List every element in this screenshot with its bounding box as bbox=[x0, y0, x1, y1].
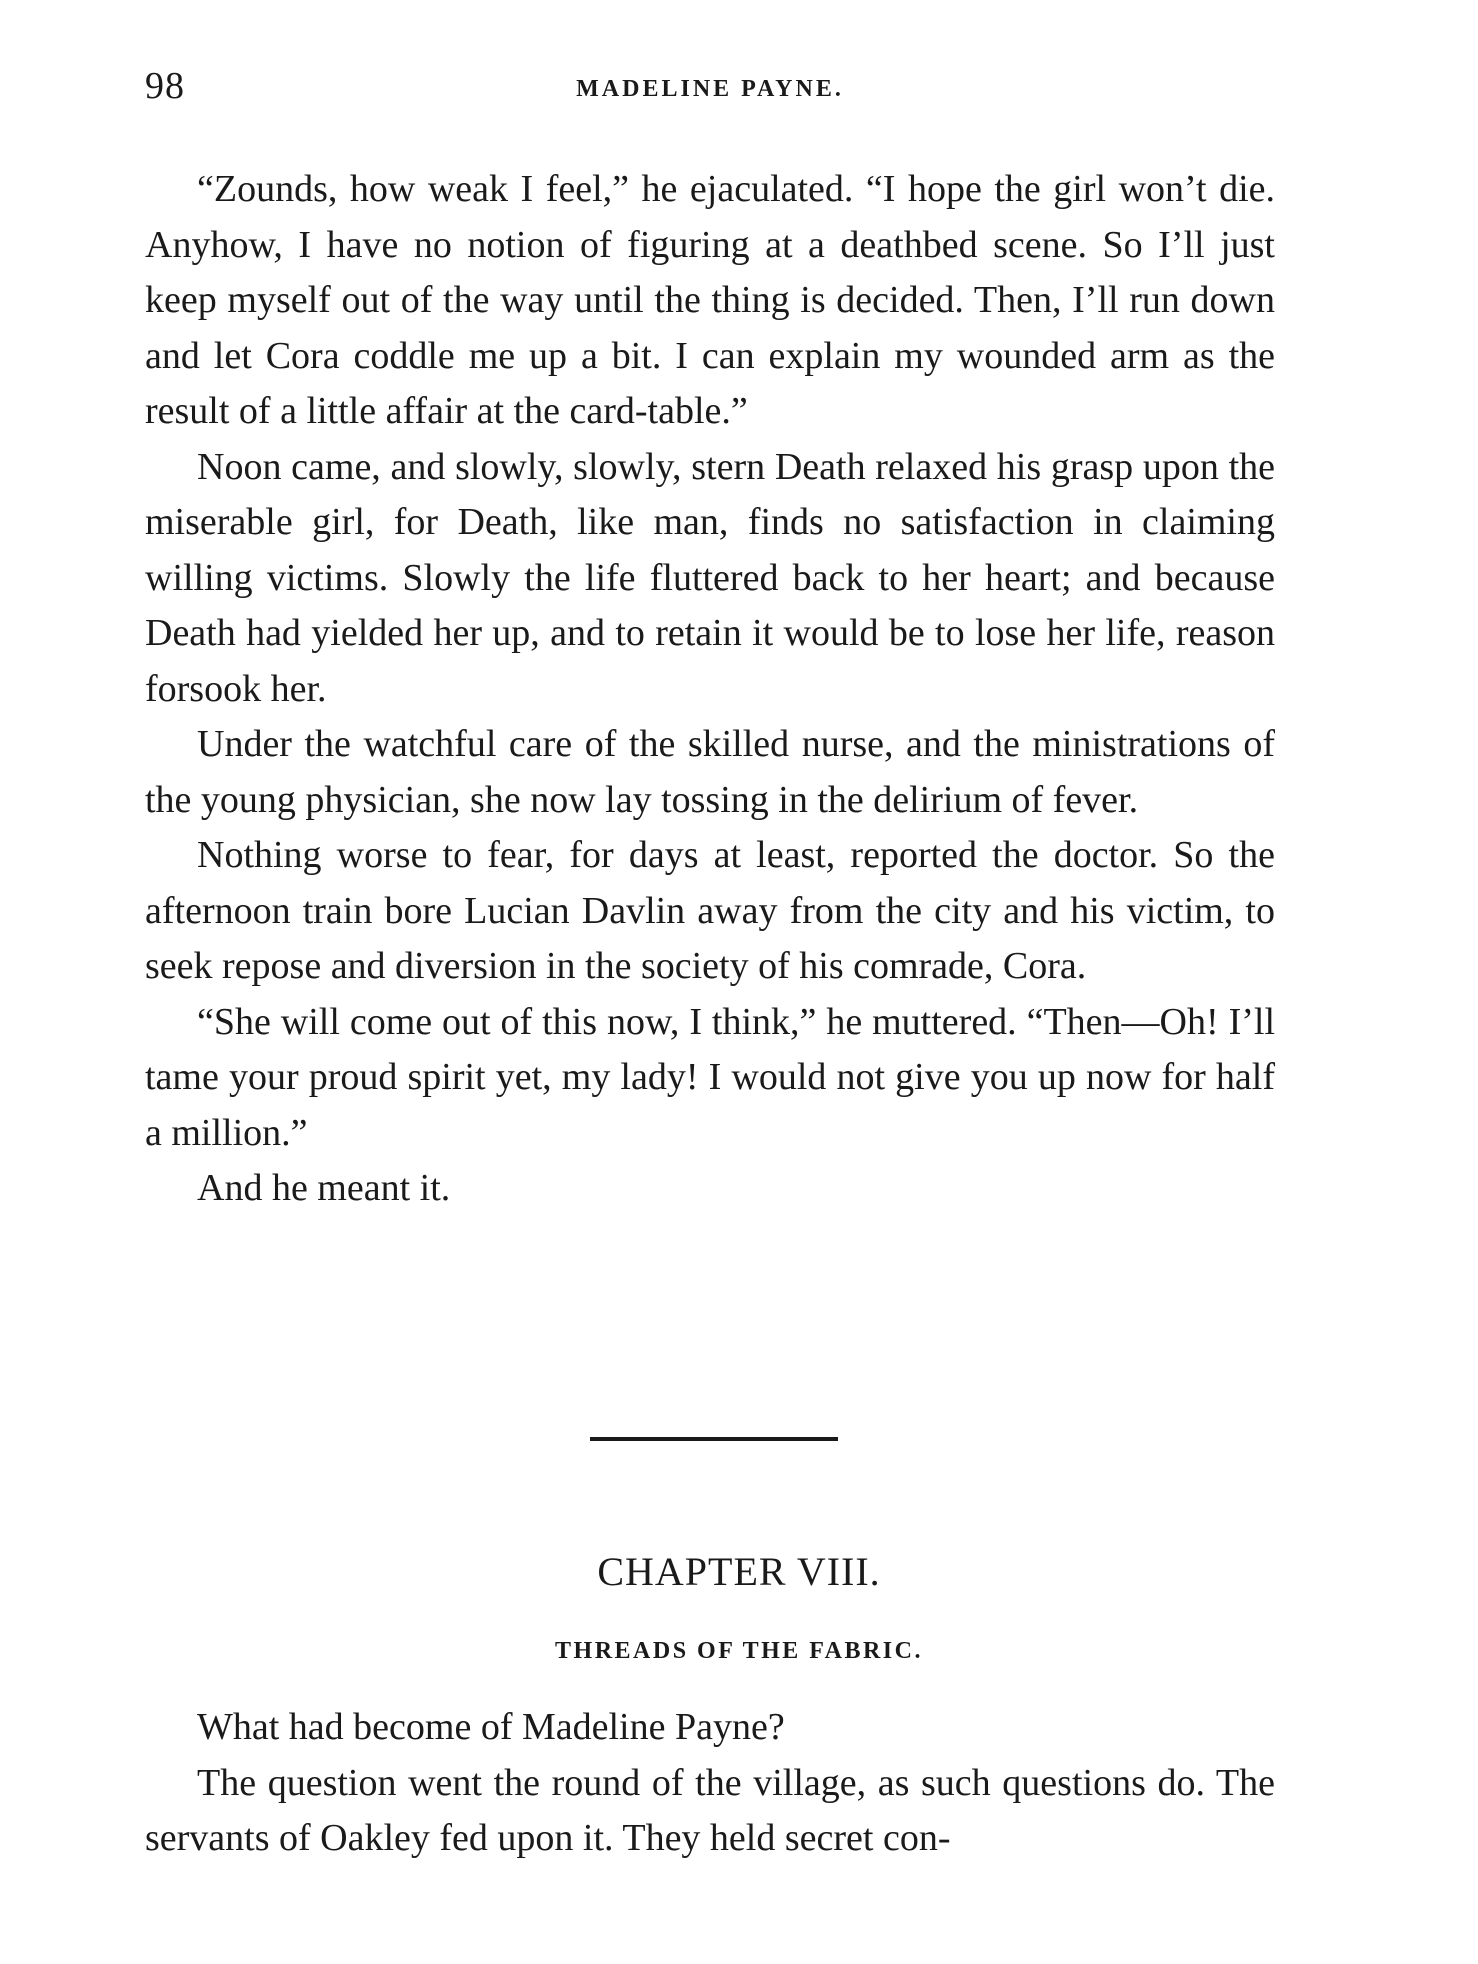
paragraph-1: “Zounds, how weak I feel,” he ejaculated. “I hope the girl won’t die. Anyhow, I have no notion of figuring at a deathbed scene. So I’ll just keep myself out of the way until the thing is decided. Then, I’ll run down and let Cora coddle me up a bit. I can explain my wounded arm as the result of a little affair at the card-table.” bbox=[145, 168, 1275, 432]
body-text bbox=[145, 162, 1275, 1217]
section-divider bbox=[590, 1437, 838, 1441]
paragraph-4: Nothing worse to fear, for days at least, reported the doctor. So the afternoon train bore Lucian Davlin away from the city and his victim, to seek repose and diversion in the society of his comrade, Cora. bbox=[145, 834, 1275, 987]
page-number: 98 bbox=[145, 65, 185, 107]
paragraph-6: And he meant it. bbox=[197, 1167, 451, 1209]
running-head bbox=[145, 64, 1275, 124]
chapter-subtitle: THREADS OF THE FABRIC. bbox=[555, 1638, 923, 1664]
paragraph-3: Under the watchful care of the skilled nurse, and the ministrations of the young physician, she now lay tossing in the delirium of fever. bbox=[145, 723, 1275, 821]
running-title: MADELINE PAYNE. bbox=[576, 76, 844, 102]
chapter-paragraph-2: The question went the round of the village, as such questions do. The servants of Oakley fed upon it. They held secret con- bbox=[145, 1761, 1275, 1859]
chapter-paragraph-1: What had become of Madeline Payne? bbox=[197, 1706, 785, 1748]
chapter-title: CHAPTER VIII. bbox=[597, 1549, 881, 1594]
chapter-text bbox=[145, 1700, 1275, 1867]
paragraph-5: “She will come out of this now, I think,” he muttered. “Then—Oh! I’ll tame your proud spirit yet, my lady! I would not give you up now for half a million.” bbox=[145, 1000, 1275, 1154]
paragraph-2: Noon came, and slowly, slowly, stern Death relaxed his grasp upon the miserable girl, for Death, like man, finds no satisfaction in claiming willing victims. Slowly the life fluttered back to her heart; and because Death had yielded her up, and to retain it would be to lose her life, reason forsook her. bbox=[145, 445, 1275, 710]
